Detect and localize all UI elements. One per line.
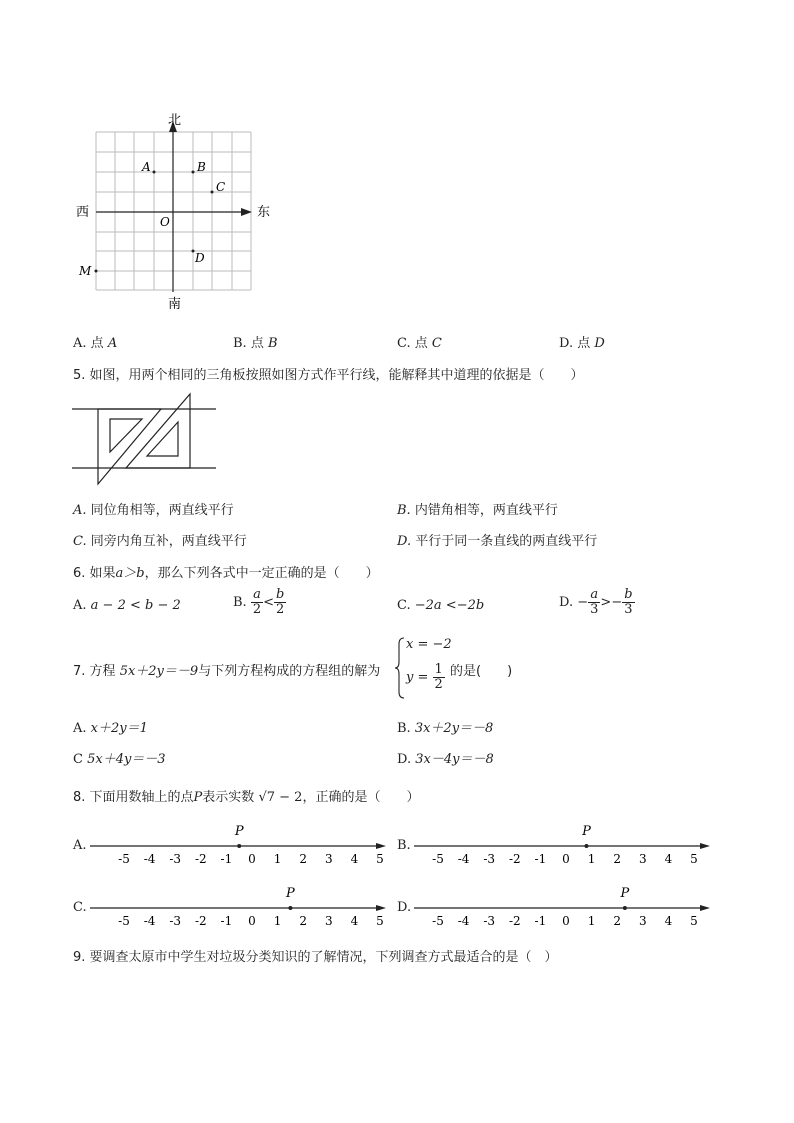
- minus-sign: −: [577, 595, 589, 610]
- tick-label: 1: [587, 852, 596, 866]
- tick-label: -1: [534, 914, 547, 928]
- system-x-equation: x = −2: [406, 637, 452, 652]
- option-text: 点: [90, 336, 104, 351]
- option-text: 平行于同一条直线的两直线平行: [415, 534, 598, 549]
- fraction-a-over-2: $\frac{a}{2}$: [252, 587, 262, 617]
- label-c: C: [216, 180, 226, 194]
- tick-label: -2: [194, 914, 207, 928]
- less-than-sign: <: [263, 595, 275, 610]
- left-triangle-ruler: [98, 409, 161, 484]
- number-line-d: [412, 882, 712, 932]
- option-expr: a − 2 < b − 2: [90, 598, 181, 613]
- point-p-label: P: [286, 886, 295, 901]
- stem-equation: 5x＋2y＝－9: [119, 664, 199, 679]
- coordinate-grid-figure: [70, 110, 290, 315]
- q5-stem: 5. 如图，用两个相同的三角板按照如图方式作平行线，能解释其中道理的依据是（ ）: [73, 368, 584, 383]
- q8-option-b-label[interactable]: B.: [397, 838, 411, 853]
- point-p-label: P: [620, 886, 630, 901]
- tick-label: 2: [299, 852, 308, 866]
- fraction-b-over-3: $\frac{b}{3}$: [624, 587, 633, 617]
- tick-label: -4: [457, 914, 470, 928]
- tick-label: 4: [350, 914, 359, 928]
- option-text: 内错角相等，两直线平行: [414, 503, 558, 518]
- option-expr: 3x－4y＝－8: [415, 752, 494, 767]
- tick-label: 3: [324, 852, 333, 866]
- point-b-dot: [192, 171, 195, 174]
- tick-label: 3: [638, 852, 647, 866]
- tick-label: 1: [273, 914, 282, 928]
- label-south: 南: [168, 297, 182, 312]
- q4-option-d[interactable]: [559, 332, 605, 351]
- greater-than-minus: >−: [600, 595, 623, 610]
- tick-label: -3: [169, 914, 182, 928]
- number-line-b: [412, 820, 712, 870]
- option-prefix: A.: [73, 721, 87, 736]
- option-prefix: C: [73, 752, 83, 767]
- option-var: D: [594, 336, 605, 351]
- q4-option-c[interactable]: [397, 332, 442, 351]
- tick-label: -1: [220, 914, 233, 928]
- label-b: B: [197, 160, 206, 174]
- tick-label: 4: [350, 852, 359, 866]
- tick-label: 0: [562, 852, 570, 866]
- option-prefix: D.: [397, 752, 412, 767]
- label-north: 北: [168, 113, 182, 128]
- option-expr: 5x＋4y＝－3: [87, 752, 166, 767]
- tick-label: 0: [562, 914, 570, 928]
- stem-post: ，那么下列各式中一定正确的是（ ）: [144, 566, 379, 581]
- system-y-equation: [406, 663, 445, 692]
- tick-label: -2: [508, 914, 521, 928]
- option-prefix: C.: [397, 598, 411, 613]
- stem-condition: a＞b: [115, 566, 145, 581]
- axis-arrowhead: [700, 905, 710, 911]
- number-line-a: [88, 820, 388, 870]
- axis-arrowhead: [700, 843, 710, 849]
- option-prefix: A.: [73, 598, 87, 613]
- stem-mid: 表示实数: [202, 790, 255, 805]
- tick-label: -4: [457, 852, 470, 866]
- point-p-dot: [288, 906, 292, 910]
- point-m-dot: [95, 270, 98, 273]
- tick-label: 4: [664, 852, 673, 866]
- label-east: 东: [257, 205, 271, 220]
- stem-point: P: [193, 790, 203, 805]
- q6-option-b[interactable]: [233, 588, 286, 617]
- q5-option-d[interactable]: [397, 530, 597, 549]
- q9-stem: 9. 要调查太原市中学生对垃圾分类知识的了解情况，下列调查方式最适合的是（ ）: [73, 950, 558, 965]
- option-prefix: B.: [233, 336, 247, 351]
- option-var: A: [107, 336, 118, 351]
- label-d: D: [195, 251, 205, 265]
- option-prefix: B.: [397, 721, 411, 736]
- q4-option-a[interactable]: [73, 332, 117, 351]
- q7-option-c[interactable]: [73, 748, 166, 767]
- tick-label: -1: [220, 852, 233, 866]
- tick-label: -3: [483, 914, 496, 928]
- tick-label: 1: [587, 914, 596, 928]
- stem-pre: 7. 方程: [73, 664, 116, 679]
- tick-label: -2: [194, 852, 207, 866]
- tick-label: 5: [690, 914, 698, 928]
- tick-label: 0: [248, 852, 256, 866]
- stem-post: ，正确的是（ ）: [302, 790, 420, 805]
- tick-label: -1: [534, 852, 547, 866]
- stem-pre: 8. 下面用数轴上的点: [73, 790, 194, 805]
- tick-label: 0: [248, 914, 256, 928]
- fraction-one-half: $\frac{1}{2}$: [434, 662, 443, 692]
- q6-option-d[interactable]: [559, 588, 635, 617]
- label-o: O: [160, 215, 170, 229]
- tick-label: -2: [508, 852, 521, 866]
- option-text: 同旁内角互补，两直线平行: [90, 534, 247, 549]
- option-prefix: C.: [397, 336, 411, 351]
- tick-label: -5: [118, 852, 130, 866]
- option-prefix: A.: [73, 503, 87, 518]
- q7-option-b[interactable]: [397, 717, 493, 736]
- option-text: 点: [577, 336, 591, 351]
- point-p-dot: [237, 844, 241, 848]
- fraction-a-over-3: $\frac{a}{3}$: [590, 587, 599, 617]
- option-expr: 3x＋2y＝－8: [414, 721, 494, 736]
- label-m: M: [79, 264, 92, 278]
- system-brace: [394, 636, 406, 700]
- point-p-label: P: [234, 824, 244, 839]
- fraction-b-over-2: $\frac{b}{2}$: [276, 587, 285, 617]
- option-var: B: [267, 336, 278, 351]
- q7-option-d[interactable]: [397, 748, 494, 767]
- point-c-dot: [211, 191, 214, 194]
- tick-label: -5: [118, 914, 130, 928]
- axis-arrowhead: [376, 843, 386, 849]
- option-var: C: [431, 336, 442, 351]
- option-prefix: D.: [397, 534, 412, 549]
- option-prefix: B.: [397, 503, 411, 518]
- q7-stem-post: 的是( ): [450, 664, 513, 679]
- q8-option-c-label[interactable]: C.: [73, 900, 87, 915]
- triangle-rulers-figure: [70, 392, 220, 487]
- tick-label: 5: [376, 914, 384, 928]
- q7-option-a[interactable]: [73, 717, 148, 736]
- right-triangle-ruler: [126, 394, 190, 468]
- stem-expression: √7 − 2: [258, 790, 303, 805]
- label-a: A: [142, 160, 151, 174]
- label-west: 西: [76, 205, 90, 220]
- tick-label: 2: [299, 914, 308, 928]
- option-prefix: D.: [559, 595, 574, 610]
- q5-option-a[interactable]: [73, 499, 234, 518]
- q5-option-c[interactable]: [73, 530, 247, 549]
- option-prefix: D.: [559, 336, 574, 351]
- tick-label: 1: [273, 852, 282, 866]
- q8-option-a-label[interactable]: A.: [73, 838, 87, 853]
- tick-label: 3: [324, 914, 333, 928]
- tick-label: -3: [169, 852, 182, 866]
- tick-label: -5: [432, 914, 444, 928]
- stem-mid: 与下列方程构成的方程组的解为: [198, 664, 381, 679]
- q8-stem: [73, 786, 419, 805]
- option-prefix: A.: [73, 336, 87, 351]
- q4-option-b[interactable]: [233, 332, 278, 351]
- option-text: 同位角相等，两直线平行: [90, 503, 234, 518]
- tick-label: 5: [690, 852, 698, 866]
- tick-label: -4: [143, 914, 156, 928]
- q7-stem-left: [73, 660, 380, 679]
- q5-option-b[interactable]: [397, 499, 558, 518]
- option-prefix: C.: [73, 534, 87, 549]
- axis-arrowhead: [376, 905, 386, 911]
- option-expr: −2a <−2b: [414, 598, 485, 613]
- q6-option-a[interactable]: [73, 598, 181, 613]
- q6-stem: [73, 562, 379, 581]
- tick-label: 5: [376, 852, 384, 866]
- q6-option-c[interactable]: [397, 598, 484, 613]
- tick-label: 2: [613, 852, 622, 866]
- tick-label: -3: [483, 852, 496, 866]
- tick-label: 4: [664, 914, 673, 928]
- option-prefix: B.: [233, 595, 247, 610]
- tick-label: 3: [638, 914, 647, 928]
- q8-option-d-label[interactable]: D.: [397, 900, 412, 915]
- tick-label: 2: [613, 914, 622, 928]
- option-expr: x＋2y＝1: [90, 721, 148, 736]
- point-p-dot: [584, 844, 588, 848]
- y-equals: y =: [406, 670, 433, 685]
- number-line-c: [88, 882, 388, 932]
- point-p-dot: [623, 906, 627, 910]
- left-triangle-inner: [110, 419, 142, 452]
- point-p-label: P: [582, 824, 591, 839]
- option-text: 点: [414, 336, 428, 351]
- tick-label: -5: [432, 852, 444, 866]
- east-arrowhead: [241, 208, 252, 216]
- stem-pre: 6. 如果: [73, 566, 116, 581]
- point-a-dot: [153, 171, 156, 174]
- option-text: 点: [250, 336, 264, 351]
- tick-label: -4: [143, 852, 156, 866]
